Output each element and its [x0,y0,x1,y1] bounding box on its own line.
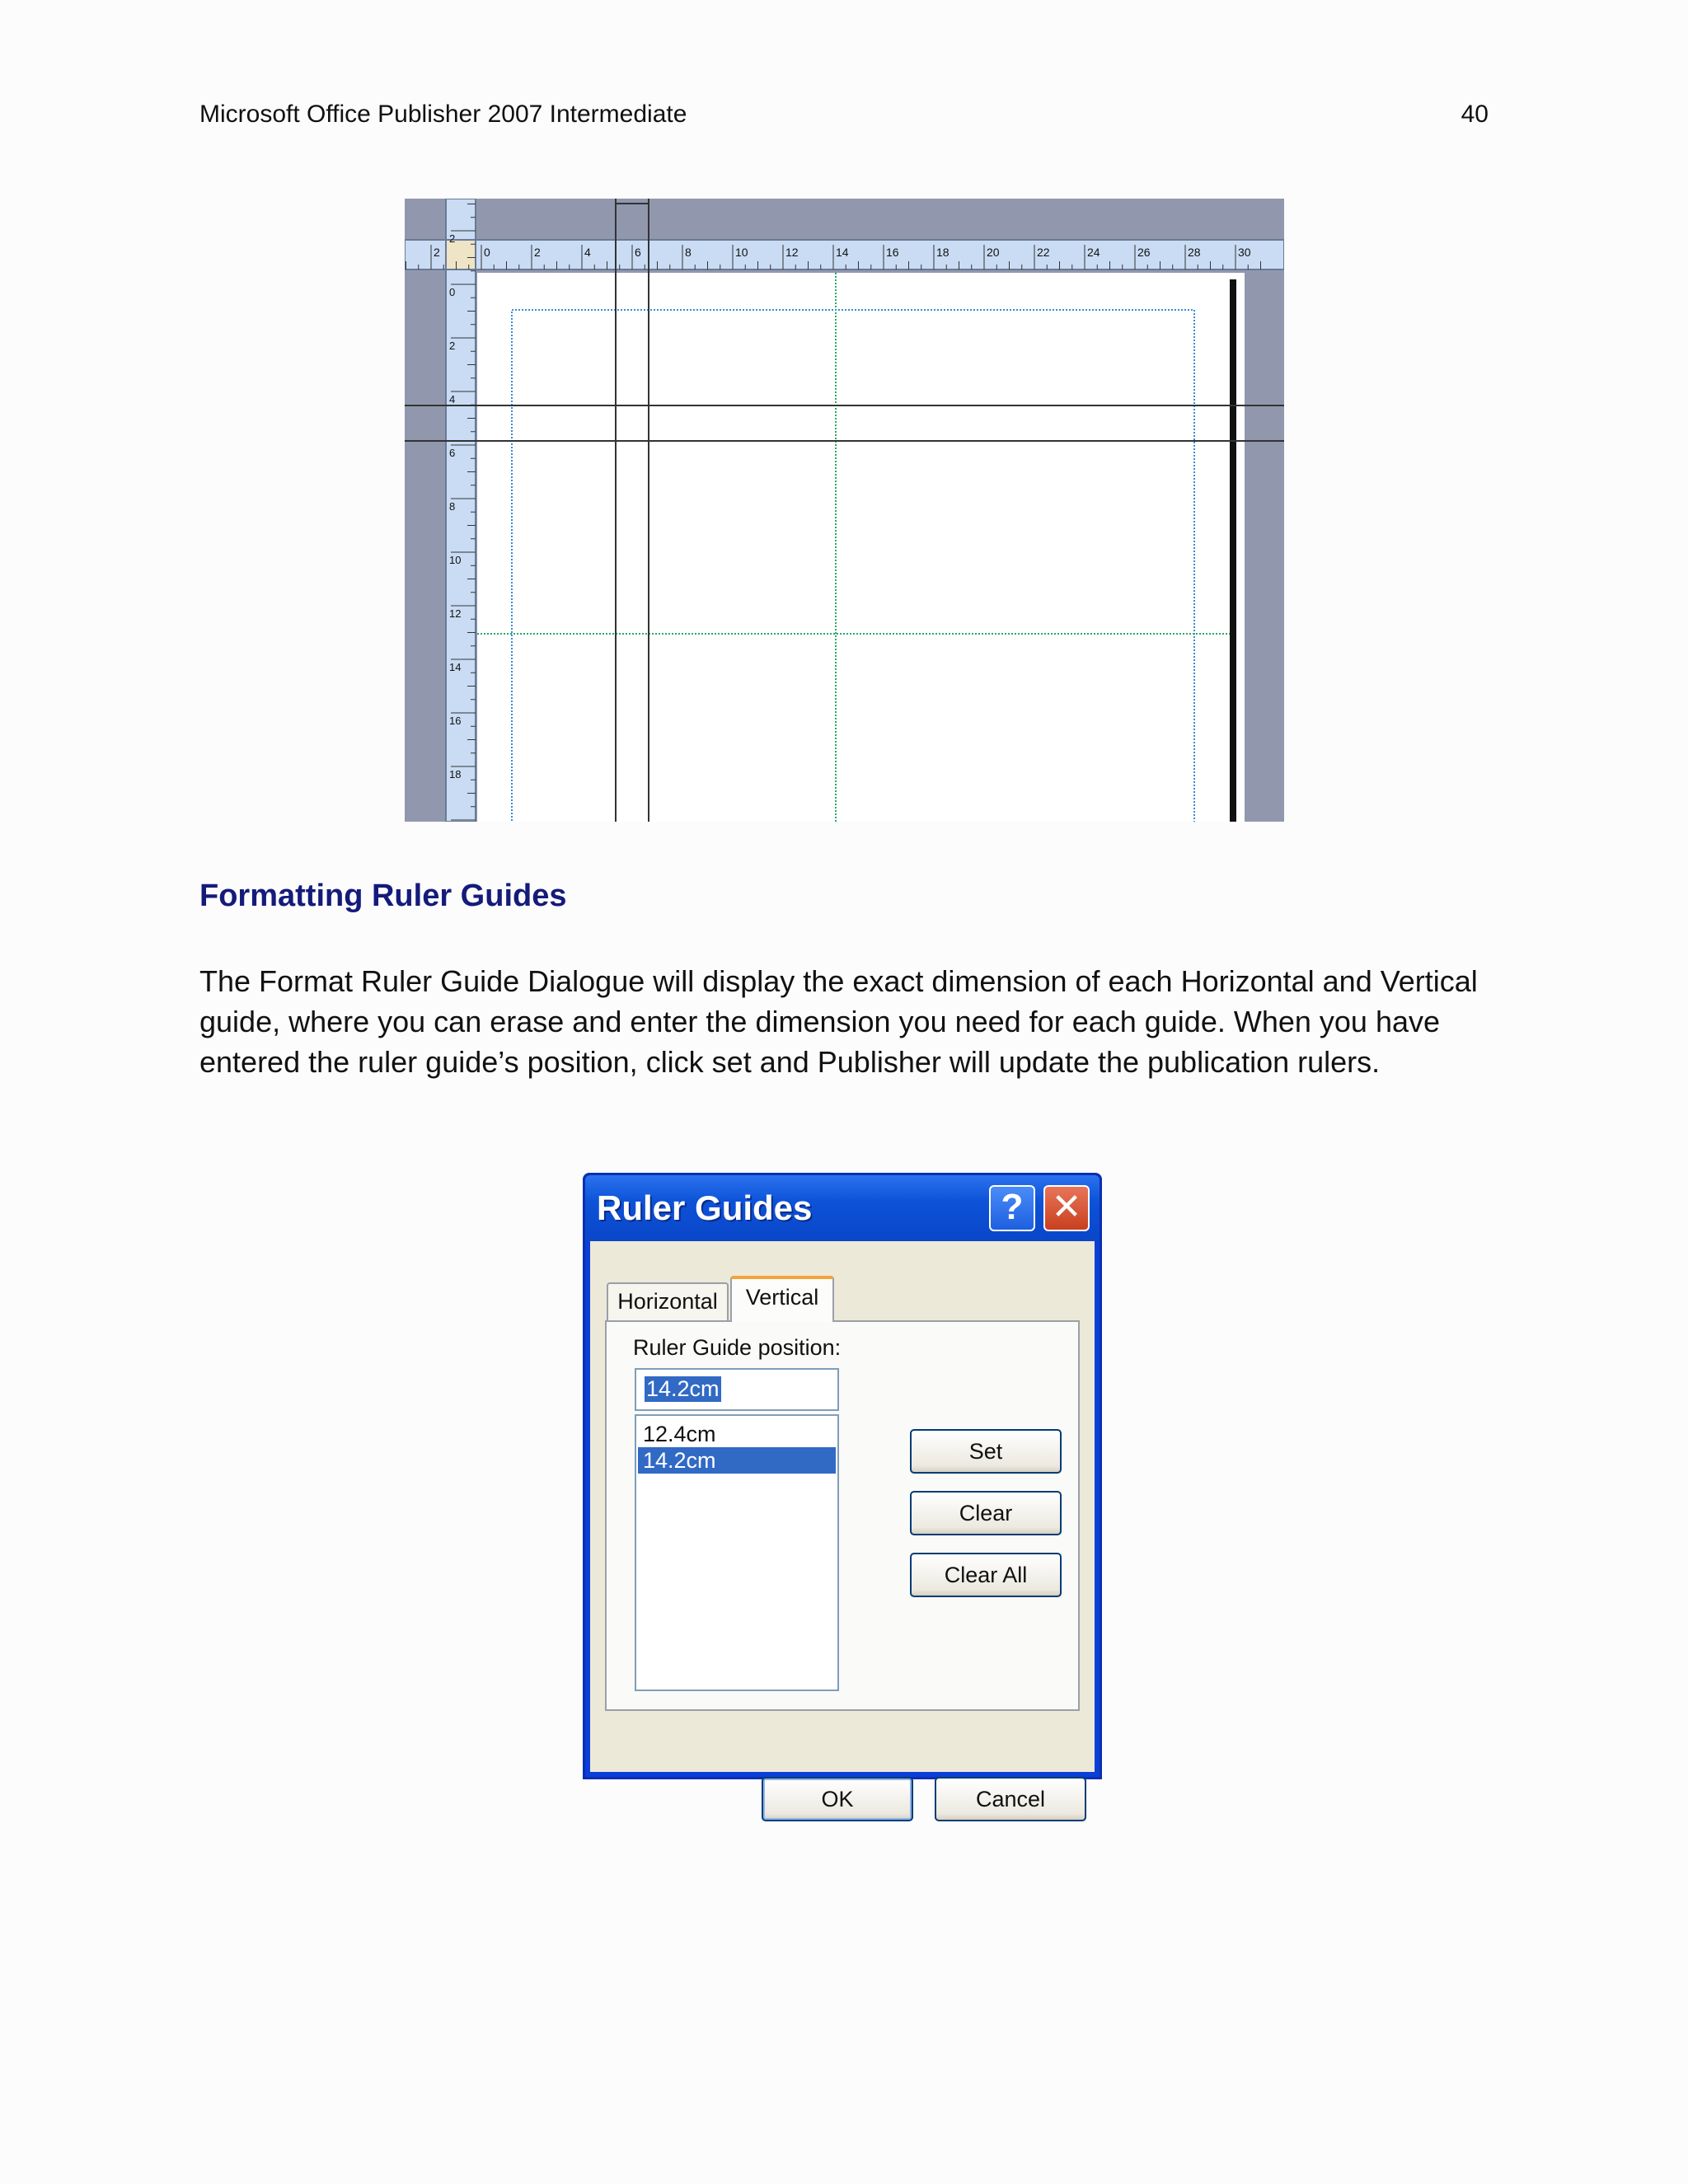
horizontal-ruler-label: 24 [1087,246,1100,259]
list-item-selected[interactable]: 14.2cm [638,1447,836,1474]
body-paragraph: The Format Ruler Guide Dialogue will display the exact dimension of each Horizontal and Vertical guide, where you can erase and enter the dimension you need for each guide. When you have entered the ruler guide’s position, click set and Publisher will update the publication rulers. [199,964,1478,1079]
horizontal-ruler-label: 22 [1037,246,1050,259]
cancel-button[interactable]: Cancel [935,1777,1086,1821]
vertical-ruler-label: 0 [449,286,456,298]
horizontal-ruler-label: 26 [1137,246,1151,259]
section-heading: Formatting Ruler Guides [199,879,567,913]
vertical-ruler-label: 8 [449,500,456,513]
ruler-guide-position-input[interactable] [635,1368,839,1411]
horizontal-ruler-label: 20 [987,246,1000,259]
horizontal-ruler-label: 2 [534,246,541,259]
vertical-ruler-label: 16 [449,715,462,727]
help-button[interactable]: ? [989,1185,1035,1231]
ok-button[interactable]: OK [762,1777,913,1821]
horizontal-ruler-label: 16 [886,246,899,259]
vertical-ruler-label: 4 [449,393,456,405]
vertical-ruler-label: 2 [449,232,456,245]
set-button[interactable]: Set [910,1429,1062,1474]
horizontal-ruler-label: 12 [785,246,799,259]
horizontal-ruler-label: 28 [1188,246,1201,259]
vertical-ruler-label: 14 [449,661,462,673]
horizontal-ruler-label: 8 [685,246,692,259]
vertical-ruler-label: 6 [449,447,456,459]
vertical-ruler-label: 12 [449,607,462,620]
horizontal-ruler-label: 30 [1238,246,1251,259]
horizontal-ruler-label: 2 [434,246,440,259]
publication-page [477,273,1245,822]
list-item[interactable]: 12.4cm [643,1422,716,1446]
horizontal-ruler-label: 18 [936,246,950,259]
horizontal-ruler-label: 14 [836,246,849,259]
page-number: 40 [1461,101,1489,128]
running-header-title: Microsoft Office Publisher 2007 Intermediate [199,101,687,128]
tab-vertical[interactable]: Vertical [730,1276,834,1322]
horizontal-ruler-label: 10 [735,246,748,259]
tab-horizontal[interactable]: Horizontal [607,1282,729,1320]
tab-panel [605,1320,1080,1711]
horizontal-ruler-label: 6 [635,246,641,259]
vertical-ruler-label: 10 [449,554,462,566]
vertical-ruler-label: 2 [449,340,456,352]
dialog-title-bar[interactable] [585,1175,1100,1241]
dialog-title: Ruler Guides [597,1188,813,1227]
ruler-guide-position-label: Ruler Guide position: [633,1335,842,1360]
vertical-ruler-label: 18 [449,768,462,780]
ruler-guide-list[interactable] [635,1414,839,1691]
horizontal-ruler-label: 4 [584,246,591,259]
clear-button[interactable]: Clear [910,1491,1062,1535]
clear-all-button[interactable]: Clear All [910,1553,1062,1597]
position-input-value: 14.2cm [646,1376,720,1401]
ruler-guides-dialog [583,1173,1102,1811]
horizontal-ruler-label: 0 [484,246,490,259]
close-button[interactable]: ✕ [1043,1185,1090,1231]
dialog-body [590,1241,1095,1811]
ruler-guides-screenshot [405,199,1284,822]
